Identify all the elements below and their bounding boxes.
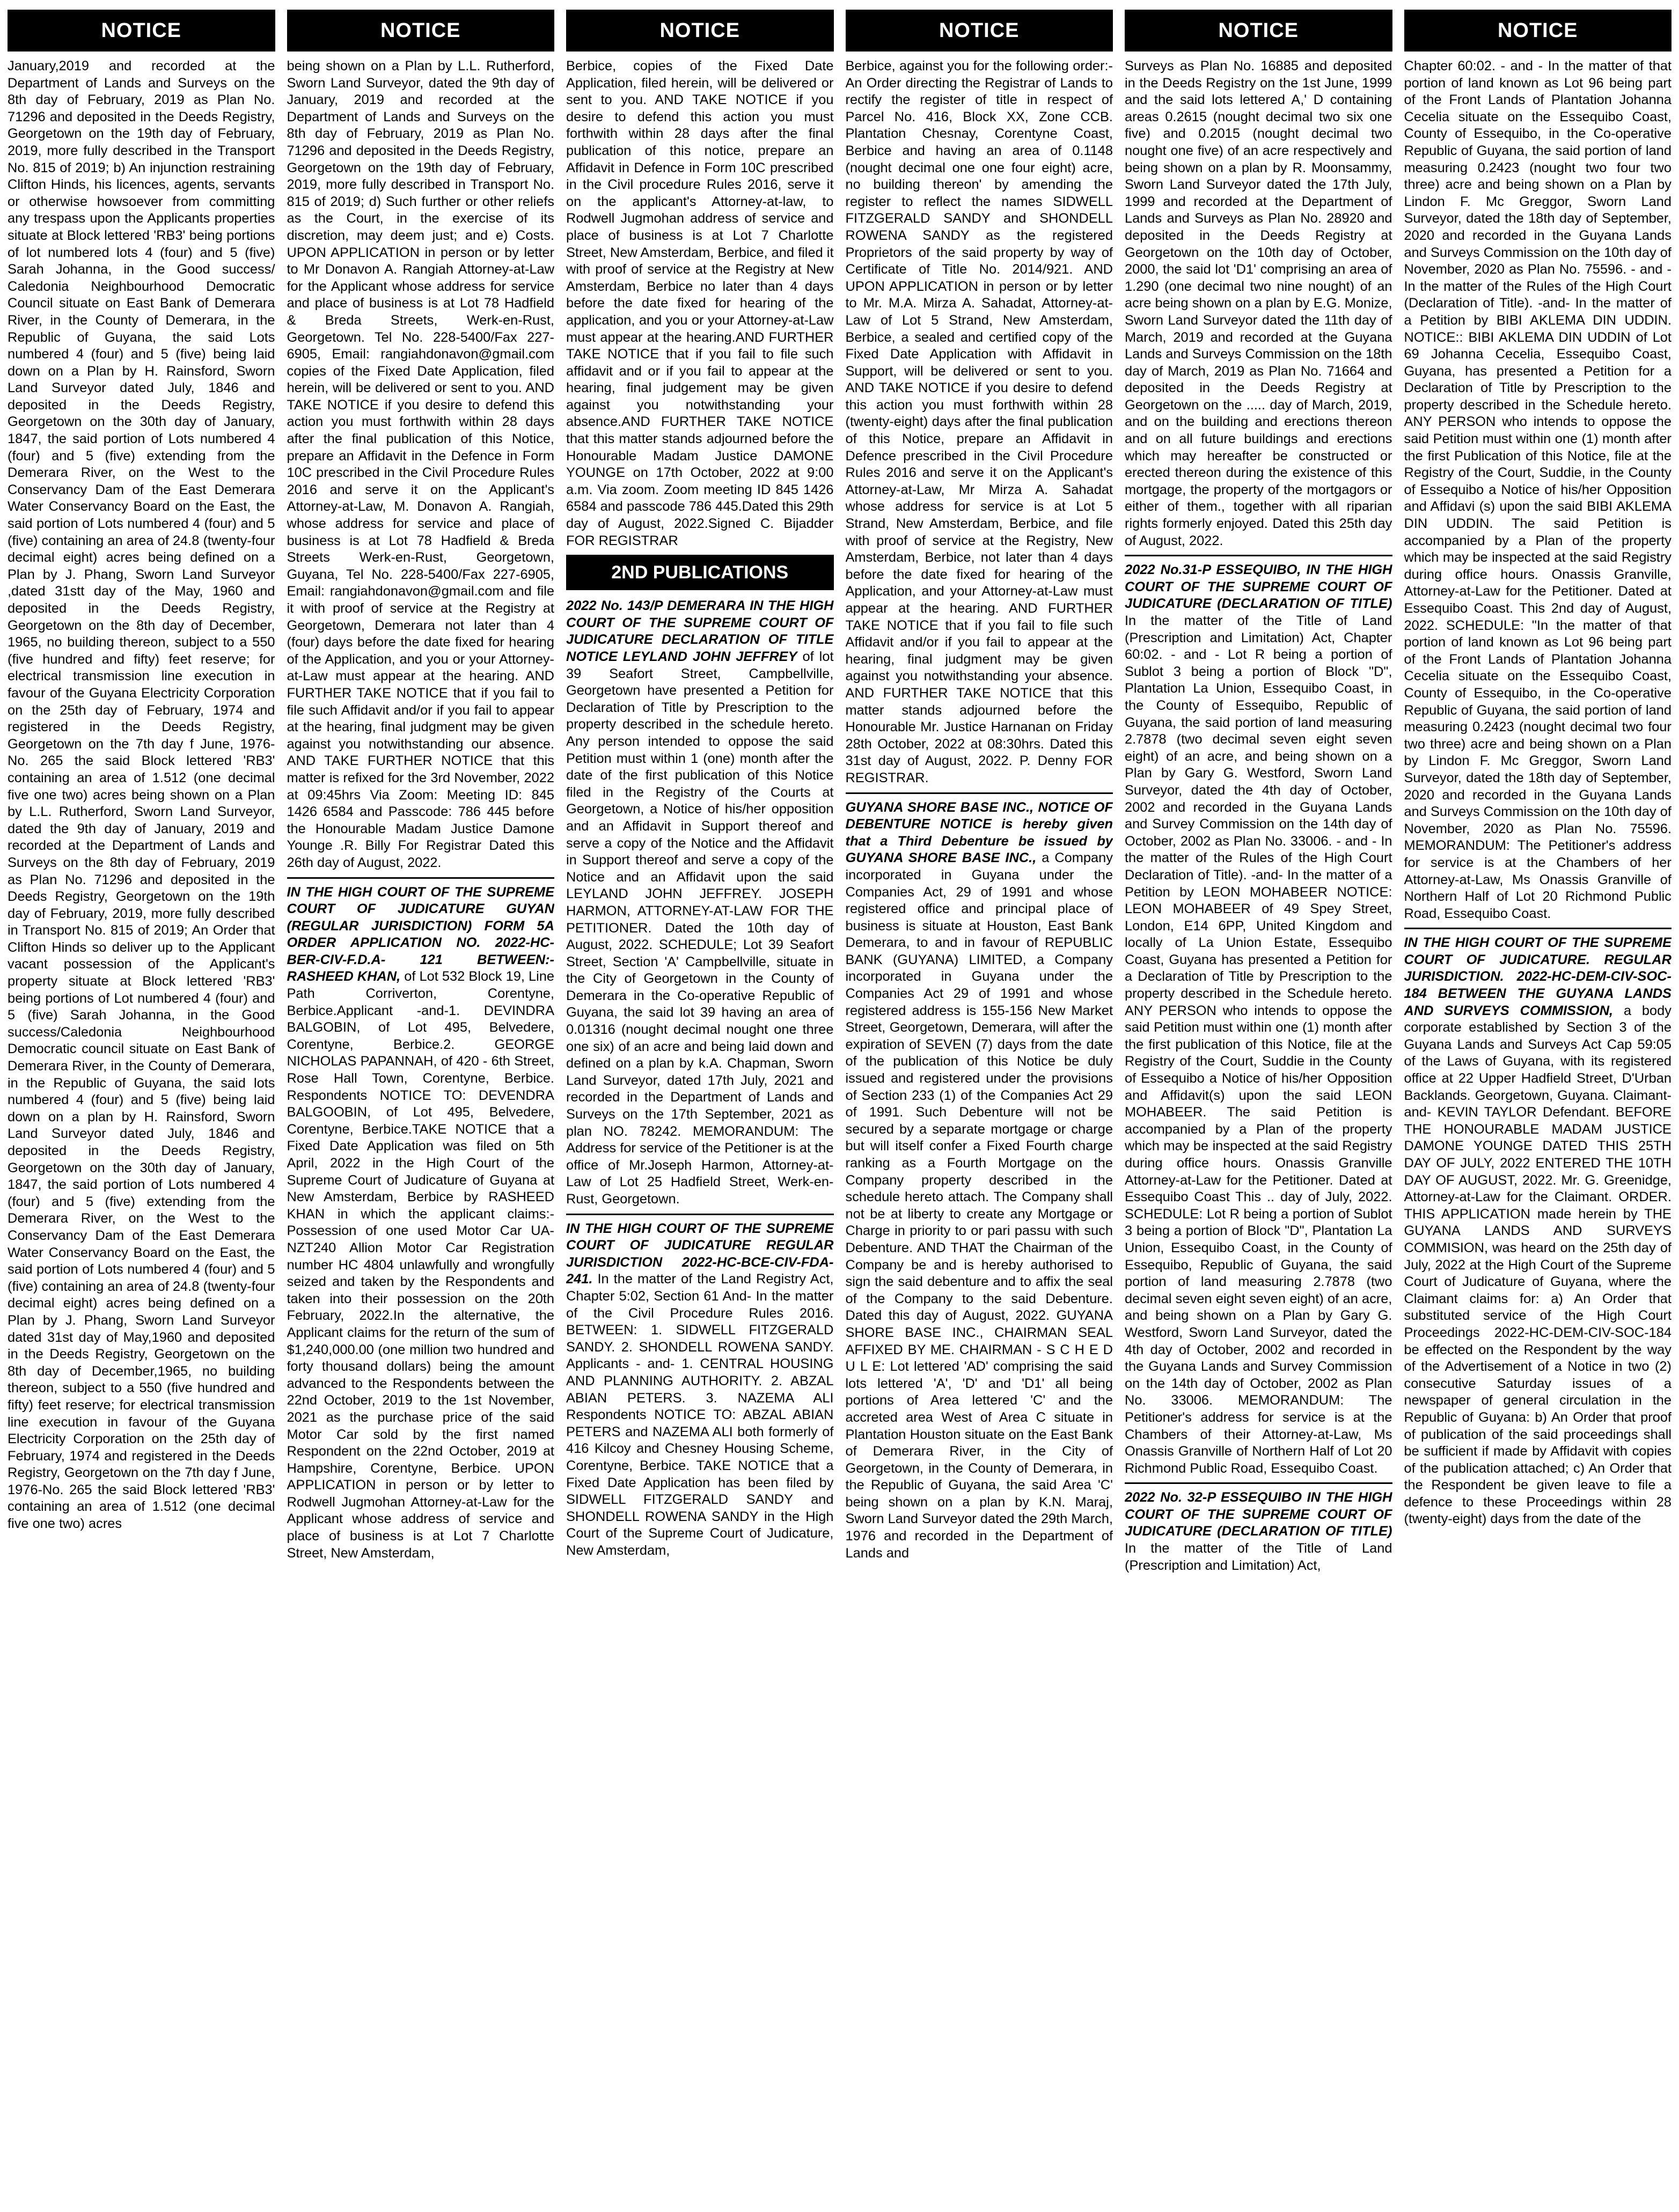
notice-body: Surveys as Plan No. 16885 and deposited in the Deeds Registry on the 1st June, 1999 and the said lots lettered A,' D containing areas 0.2615 (nought decimal two six one five) and 0.2015 (nought decimal two nought one five) of an acre respectively and being shown on a plan by R. Moonsammy, Sworn Land Surveyor dated the 17th July, 1999 and recorded at the Department of Lands and Surveys as Plan No. 28920 and deposited in the Deeds Registry at Georgetown on the 10th day of October, 2000, the said lot 'D1' comprising an area of 1.290 (one decimal two nine nought) of an acre being shown on a plan by E.G. Monize, Sworn Land Surveyor dated the 11th day of March, 2019 and recorded at the Guyana Lands and Surveys Commission on the 18th day of March, 2019 as Plan No. 71664 and deposited in the Deeds Registry at Georgetown on the ..... day of March, 2019, and on the building and erections thereon and on all future buildings and erections which may hereafter be constructed or erected thereon during the existence of this mortgage, the property of the mortgagors or either of them., together with all riparian rights formerly enjoyed. Dated this 25th day of August, 2022. xyxy=(1125,58,1392,548)
notice-divider xyxy=(846,792,1113,794)
notice-body: January,2019 and recorded at the Department of Lands and Surveys on the 8th day of February, 2019 as Plan No. 71296 and deposited in the Deeds Registry, Georgetown on the 19th day of February, 2019, more fully described in the Transport No. 815 of 2019; b) An injunction restraining Clifton Hinds, his licences, agents, servants or otherwise howsoever from committing any trespass upon the Applicants properties situate at Block lettered 'RB3' being portions of lot numbered lots 4 (four) and 5 (five) Sarah Johanna, in the Good success/ Caledonia Neighbourhood Democratic Council situate on East Bank of Demerara River, in the County of Demerara, in the Republic of Guyana, the said Lots numbered 4 (four) and 5 (five) being laid down on a Plan by H. Rainsford, Sworn Land Surveyor dated July, 1846 and deposited in the Deeds Registry, Georgetown on the 30th day of January, 1847, the said portion of Lots numbered 4 (four) and 5 (five) extending from the Demerara River, on the West to the Conservancy Dam of the East Demerara Water Conservancy Board on the East, the said portion of Lots numbered 4 (four) and 5 (five) containing an area of 24.8 (twenty-four decimal eight) acres being defined on a Plan by J. Phang, Sworn Land Surveyor ,dated 31stt day of the May, 1960 and deposited in the Deeds Registry, Georgetown on the 8th day of December, 1965, no building thereon, subject to a 550 (five hundred and fifty) feet reserve; for electrical transmission line execution in favour of the Guyana Electricity Corporation on the 25th day of February, 1974 and registered in the Deeds Registry, Georgetown on the 7th day f June, 1976-No. 265 the said Block lettered 'RB3' containing an area of 1.512 (one decimal five one two) acres being shown on a Plan by L.L. Rutherford, Sworn Land Surveyor, dated the 9th day of January, 2019 and recorded at the Department of Lands and Surveys on the 8th day of February, 2019 as Plan No. 71296 and deposited in the Deeds Registry, Georgetown on the 19th day of February, 2019, more fully described in Transport No. 815 of 2019; An Order that Clifton Hinds so deliver up to the Applicant vacant possession of the Applicant's property situate at Block lettered 'RB3' being portions of Lot numbered 4 (four) and 5 (five) Sarah Johanna, in the Good success/Caledonia Neighbourhood Democratic council situate on East Bank of Demerara River, in the County of Demerara, in the Republic of Guyana, the said lots numbered 4 (four) and 5 (five) being laid down on a plan by H. Rainsford, Sworn Land Surveyor dated July, 1846 and deposited in the Deeds Registry, Georgetown on the 30th day of January, 1847, the said portion of Lots numbered 4 (four) and 5 (five) extending from the Demerara River, on the West to the Conservancy Dam of the East Demerara Water Conservancy Board on the East, the said portion of Lots numbered 4 (four) and 5 (five) containing an area of 24.8 (twenty-four decimal eight) acres being defined on a Plan by J. Phang, Sworn Land Surveyor dated 31st day of May,1960 and deposited in the Deeds Registry, Georgetown on the 8th day of December,1965, no building thereon, subject to a 550 (five hundred and fifty) feet reserve; for electrical transmission line execution in favour of the Guyana Electricity Corporation on the 25th day of February, 1974 and registered in the Deeds Registry, Georgetown on the 7th day f June, 1976-No. 265 the said Block lettered 'RB3' containing an area of 1.512 (one decimal five one two) acres xyxy=(8,58,275,1532)
notice-lead: GUYANA SHORE BASE INC., NOTICE OF DEBENTURE NOTICE is hereby given that a Third Debenture be issued by GUYANA SHORE BASE INC., xyxy=(845,799,1113,866)
notice-lead: IN THE HIGH COURT OF THE SUPREME COURT OF JUDICATURE GUYAN (REGULAR JURISDICTION) FORM 5A ORDER APPLICATION NO. 2022-HC-BER-CIV-F.D.A- 121 BETWEEN:-RASHEED KHAN, xyxy=(287,884,554,984)
notice-column-2 xyxy=(287,10,555,2212)
column-header: NOTICE xyxy=(566,10,834,52)
notice-body: of lot 39 Seafort Street, Campbellville, Georgetown have presented a Petition for Declaration of Title by Prescription to the property described in the schedule hereto. Any person intended to oppose the said Petition must within 1 (one) month after the date of the first publication of this Notice filed in the Registry of the Courts at Georgetown, a Notice of his/her opposition and an Affidavit in Support thereof and serve a copy of the Notice and the Affidavit in Support thereof and serve a copy of the Notice and an Affidavit upon the said LEYLAND JOHN JEFFREY. JOSEPH HARMON, ATTORNEY-AT-LAW FOR THE PETITIONER. Dated the 10th day of August, 2022. SCHEDULE; Lot 39 Seafort Street, Section 'A' Campbellville, situate in the City of Georgetown in the County of Demerara in the Co-operative Republic of Guyana, the said lot 39 having an area of 0.01316 (nought decimal nought one three one six) of an acre and being laid down and defined on a plan by k.A. Chapman, Sworn Land Surveyor, dated 17th July, 2021 and recorded in the Department of Lands and Surveys on the 17th September, 2021 as plan NO. 78242. MEMORANDUM: The Address for service of the Petitioner is at the office of Mr.Joseph Harmon, Attorney-at-Law of Lot 25 Hadfield Street, Werk-en-Rust, Georgetown. xyxy=(566,649,834,1207)
notice-body: of Lot 532 Block 19, Line Path Corriverton, Corentyne, Berbice.Applicant -and-1. DEVINDRA BALGOBIN, of Lot 495, Belvedere, Corentyne, Berbice.2. GEORGE NICHOLAS PAPANNAH, of 420 - 6th Street, Rose Hall Town, Corentyne, Berbice. Respondents NOTICE TO: DEVENDRA BALGOOBIN, of Lot 495, Belvedere, Corentyne, Berbice.TAKE NOTICE that a Fixed Date Application was filed on 5th April, 2022 in the High Court of the Supreme Court of Judicature of Guyana at New Amsterdam, Berbice by RASHEED KHAN in which the applicant claims:-Possession of one used Motor Car UA-NZT240 Allion Motor Car Registration number HC 4804 unlawfully and wrongfully seized and taken by the Respondents and taken into their possession on the 20th February, 2022.In the alternative, the Applicant claims for the return of the sum of $1,240,000.00 (one million two hundred and forty thousand dollars) being the amount advanced to the Respondents between the 22nd October, 2019 to the 1st November, 2021 as the purchase price of the said Motor Car sold by the first named Respondent on the 22nd October, 2019 at Hampshire, Corentyne, Berbice. UPON APPLICATION in person or by letter to Rodwell Jugmohan Attorney-at-Law for the Applicant whose address of service and place of business is at Lot 7 Charlotte Street, New Amsterdam, xyxy=(287,969,554,1561)
notice-body: In the matter of the Land Registry Act, Chapter 5:02, Section 61 And- In the matter of the Civil Procedure Rules 2016. BETWEEN: 1. SIDWELL FITZGERALD SANDY. 2. SHONDELL ROWENA SANDY. Applicants - and- 1. CENTRAL HOUSING AND PLANNING AUTHORITY. 2. ABZAL ABIAN PETERS. 3. NAZEMA ALI Respondents NOTICE TO: ABZAL ABIAN PETERS and NAZEMA ALI both formerly of 416 Kilcoy and Chesney Housing Scheme, Corentyne, Berbice. TAKE NOTICE that a Fixed Date Application has been filed by SIDWELL FITZGERALD SANDY and SHONDELL ROWENA SANDY in the High Court of the Supreme Court of Judicature, New Amsterdam, xyxy=(566,1272,834,1558)
notice-column-6 xyxy=(1404,10,1672,2212)
notice-body: Berbice, copies of the Fixed Date Application, filed herein, will be delivered or sent to you. AND TAKE NOTICE if you desire to defend this action you must forthwith within 28 days after the final publication of this notice, prepare an Affidavit in Defence in Form 10C prescribed in the Civil procedure Rules 2016, serve it on the applicant's Attorney-at-law, to Rodwell Jugmohan address of service and place of business is at Lot 7 Charlotte Street, New Amsterdam, Berbice, and filed it with proof of service at the Registry at New Amsterdam, Berbice no later than 4 days before the date fixed for hearing of the application, and you or your Attorney-at-Law must appear at the hearing.AND FURTHER TAKE NOTICE that if you fail to file such affidavit and or if you fail to appear at the hearing, final judgement may be given against you notwithstanding your absence.AND FURTHER TAKE NOTICE that this matter stands adjourned before the Honourable Madam Justice DAMONE YOUNGE on 17th October, 2022 at 9:00 a.m. Via zoom. Zoom meeting ID 845 1426 6584 and passcode 786 445.Dated this 29th day of August, 2022.Signed C. Bijadder FOR REGISTRAR xyxy=(566,58,834,548)
notice-lead: IN THE HIGH COURT OF THE SUPREME COURT OF JUDICATURE REGULAR JURISDICTION 2022-HC-BCE-CIV-FDA-241. xyxy=(566,1221,834,1287)
notice-text xyxy=(566,1221,834,1560)
notice-divider xyxy=(1404,928,1672,929)
notice-column-3 xyxy=(566,10,834,2212)
notice-body: being shown on a Plan by L.L. Rutherford, Sworn Land Surveyor, dated the 9th day of January, 2019 and recorded at the Department of Lands and Surveys on the 8th day of February, 2019 as Plan No. 71296 and deposited in the Deeds Registry, Georgetown on the 19th day of February, 2019, more fully described in Transport No. 815 of 2019; d) Such further or other reliefs as the Court, in the exercise of its discretion, may deem just; and e) Costs. UPON APPLICATION in person or by letter to Mr Donavon A. Rangiah Attorney-at-Law for the Applicant whose address for service and place of business is at Lot 78 Hadfield & Breda Streets, Werk-en-Rust, Georgetown. Tel No. 228-5400/Fax 227-6905, Email: rangiahdonavon@gmail.com copies of the Fixed Date Application, filed herein, will be delivered or sent to you. AND TAKE NOTICE if you desire to defend this action you must forthwith within 28 days after the final publication of this Notice, prepare an Affidavit in the Defence in Form 10C prescribed in the Civil Procedure Rules 2016 and serve it on the Applicant's Attorney-at-Law, M. Donavon A. Rangiah, whose address for service and place of business is at Lot 78 Hadfield & Breda Streets Werk-en-Rust, Georgetown, Guyana, Tel No. 228-5400/Fax 227-6905, Email: rangiahdonavon@gmail.com and file it with proof of service at the Registry at Georgetown, Demerara not later than 4 (four) days before the date fixed for hearing of the Application, and you or your Attorney-at-Law must appear at the hearing. AND FURTHER TAKE NOTICE that if you fail to file such Affidavit and/or if you fail to appear at the hearing, final judgment may be given against you notwithstanding our absence. AND TAKE FURTHER NOTICE that this matter is refixed for the 3rd November, 2022 at 09:45hrs Via Zoom: Meeting ID: 845 1426 6584 and Passcode: 786 445 before the Honourable Madam Justice Damone Younge .R. Billy For Registrar Dated this 26th day of August, 2022. xyxy=(287,58,554,870)
notice-text xyxy=(287,884,555,1562)
notice-divider xyxy=(566,1214,834,1215)
notice-text xyxy=(1125,562,1392,1477)
column-header: NOTICE xyxy=(1404,10,1672,52)
notice-body: a body corporate established by Section 3 of the Guyana Lands and Surveys Act Cap 59:05 of the Laws of Guyana, with its registered office at 22 Upper Hadfield Street, D'Urban Backlands. Georgetown, Guyana. Claimant- and- KEVIN TAYLOR Defendant. BEFORE THE HONOURABLE MADAM JUSTICE DAMONE YOUNGE DATED THIS 25TH DAY OF JULY, 2022 ENTERED THE 10TH DAY OF AUGUST, 2022. Mr. G. Greenidge, Attorney-at-Law for the Claimant. ORDER. THIS APPLICATION made herein by THE GUYANA LANDS AND SURVEYS COMMISION, was heard on the 25th day of July, 2022 at the High Court of the Supreme Court of Judicature of Guyana, where the Claimant claims for: a) An Order that substituted service of the High Court Proceedings 2022-HC-DEM-CIV-SOC-184 be effected on the Respondent by the way of the Advertisement of a Notice in two (2) consecutive Saturday issues of a newspaper of general circulation in the Republic of Guyana: b) An Order that proof of publication of the said proceedings shall be sufficient if made by Affidavit with copies of the publication attached; c) An Order that the Respondent be given leave to file a defence to these Proceedings within 28 (twenty-eight) days from the date of the xyxy=(1404,1003,1671,1527)
notice-text xyxy=(1125,58,1392,549)
notice-column-5 xyxy=(1125,10,1392,2212)
notice-text xyxy=(846,58,1113,787)
notice-column-1 xyxy=(8,10,275,2212)
notice-divider xyxy=(287,877,555,879)
notice-text xyxy=(1404,58,1672,922)
notice-lead: 2022 No. 32-P ESSEQUIBO IN THE HIGH COURT OF THE SUPREME COURT OF JUDICATURE (DECLARATION OF TITLE) xyxy=(1125,1490,1392,1539)
notice-divider xyxy=(1125,1482,1392,1484)
column-header: NOTICE xyxy=(287,10,555,52)
notice-body: In the matter of the Title of Land (Prescription and Limitation) Act, Chapter 60:02. - and - Lot R being a portion of Sublot 3 being a portion of Block "D", Plantation La Union, Essequibo Coast, in the County of Essequibo, Republic of Guyana, the said portion of land measuring 2.7878 (two decimal seven eight seven eight) of an acre, and being shown on a Plan by Gary G. Westford, Sworn Land Surveyor, dated the 4th day of October, 2002 and recorded in the Guyana Lands and Survey Commission on the 14th day of October, 2002 as Plan No. 33006. - and - In the matter of the Rules of the High Court Declaration of Title). -and- In the matter of a Petition by LEON MOHABEER NOTICE: LEON MOHABEER of 49 Spey Street, London, E14 6PP, United Kingdom and locally of La Union Estate, Essequibo Coast, Guyana has presented a Petition for a Declaration of Title by Prescription to the property described in the Schedule hereto. ANY PERSON who intends to oppose the said Petition must within one (1) month after the first publication of this Notice, file at the Registry of the Court, Suddie in the County of Essequibo a Notice of his/her Opposition and Affidavit(s) upon the said LEON MOHABEER. The said Petition is accompanied by a Plan of the property which may be inspected at the said Registry during office hours. Onassis Granville Attorney-at-Law for the Petitioner. Dated at Essequibo Coast This .. day of July, 2022. SCHEDULE: Lot R being a portion of Sublot 3 being a portion of Block "D", Plantation La Union, Essequibo Coast, in the County of Essequibo, Republic of Guyana, the said portion of land measuring 2.7878 (two decimal seven eight seven eight) of an acre, and being shown on a Plan by Gary G. Westford, Sworn Land Surveyor, dated the 4th day of October, 2002 and recorded in the Guyana Lands and Survey Commission on the 14th day of October, 2002 as Plan No. 33006. MEMORANDUM: The Petitioner's address for service is at the Chambers of their Attorney-at-Law, Ms Onassis Granville of Northern Half of Lot 20 Richmond Public Road, Essequibo Coast. xyxy=(1125,613,1392,1476)
notice-body: In the matter of the Title of Land (Prescription and Limitation) Act, xyxy=(1125,1541,1392,1573)
notice-lead: IN THE HIGH COURT OF THE SUPREME COURT OF JUDICATURE. REGULAR JURISDICTION. 2022-HC-DEM-CIV-SOC-184 BETWEEN THE GUYANA LANDS AND SURVEYS COMMISSION, xyxy=(1404,935,1671,1018)
notice-body: a Company incorporated in Guyana under the Companies Act, 29 of 1991 and whose registered office and principal place of business is situate at Houston, East Bank Demerara, to and in favour of REPUBLIC BANK (GUYANA) LIMITED, a Company incorporated in Guyana under the Companies Act 29 of 1991 and whose registered address is 155-156 New Market Street, Georgetown, Demerara, will after the expiration of SEVEN (7) days from the date of the publication of this Notice be duly issued and registered under the provisions of Section 233 (1) of the Companies Act 29 of 1991. Such Debenture will not be secured by a separate mortgage or charge but will itself confer a Fixed Fourth charge ranking as a Fourth Mortgage on the Company property described in the schedule hereto attach. The Company shall not be at liberty to create any Mortgage or Charge in priority to or pari passu with such Debenture. AND THAT the Chairman of the Company be and is hereby authorised to sign the said debenture and to affix the seal of the Company to the said Debenture. Dated this day of August, 2022. GUYANA SHORE BASE INC., CHAIRMAN SEAL AFFIXED BY ME. CHAIRMAN - S C H E D U L E: Lot lettered 'AD' comprising the said lots lettered 'A', 'D' and 'D1' all being portions of Area lettered 'C' and the accreted area West of Area C situate in Plantation Houston situate on the East Bank of Demerara River, in the City of Georgetown, in the County of Demerara, in the Republic of Guyana, the said Area 'C' being shown on a plan by K.N. Maraj, Sworn Land Surveyor dated the 29th March, 1976 and recorded in the Department of Lands and xyxy=(845,850,1113,1561)
notice-body: Berbice, against you for the following order:- An Order directing the Registrar of Lands to rectify the register of title in respect of Parcel No. 416, Block XX, Zone CCB. Plantation Chesnay, Corentyne Coast, Berbice and having an area of 0.1148 (nought decimal one one four eight) acre, no building thereon' by amending the register to reflect the names SIDWELL FITZGERALD SANDY and SHONDELL ROWENA SANDY as the registered Proprietors of the said property by way of Certificate of Title No. 2014/921. AND UPON APPLICATION in person or by letter to Mr. M.A. Mirza A. Sahadat, Attorney-at-Law of Lot 5 Strand, New Amsterdam, Berbice, a sealed and certified copy of the Fixed Date Application with Affidavit in Support, will be delivered or sent to you. AND TAKE NOTICE if you desire to defend this action you must forthwith within 28 (twenty-eight) days after the final publication of this Notice, prepare an Affidavit in Defence prescribed in the Civil Procedure Rules 2016 and serve it on the Applicant's Attorney-at-Law, Mr Mirza A. Sahadat whose address for service is at Lot 5 Strand, New Amsterdam, Berbice, and file with proof of service at the Registry, New Amsterdam, Berbice, not later than 4 days before the date fixed for hearing of the Application, and your Attorney-at-Law must appear at the hearing. AND FURTHER TAKE NOTICE that if you fail to file such Affidavit and/or if you fail to appear at the hearing, final judgment may be given against you notwithstanding your absence. AND FURTHER TAKE NOTICE that this matter stands adjourned before the Honourable Mr. Justice Harnanan on Friday 28th October, 2022 at 08:30hrs. Dated this 31st day of August, 2022. P. Denny FOR REGISTRAR. xyxy=(845,58,1113,785)
notice-text xyxy=(566,598,834,1208)
notice-column-4 xyxy=(846,10,1113,2212)
notice-text xyxy=(1125,1489,1392,1574)
notice-lead: 2022 No. 143/P DEMERARA IN THE HIGH COURT OF THE SUPREME COURT OF JUDICATURE DECLARATION OF TITLE NOTICE LEYLAND JOHN JEFFREY xyxy=(566,598,834,664)
column-header: NOTICE xyxy=(1125,10,1392,52)
notice-text xyxy=(846,799,1113,1562)
notice-text xyxy=(566,58,834,549)
notice-text xyxy=(1404,935,1672,1528)
notice-body: Chapter 60:02. - and - In the matter of that portion of land known as Lot 96 being part of the Front Lands of Plantation Johanna Cecelia situate on the Essequibo Coast, County of Essequibo, in the Co-operative Republic of Guyana, the said portion of land measuring 0.2423 (nought two four two three) acre and being shown on a Plan by Lindon F. Mc Greggor, Sworn Land Surveyor, dated the 18th day of September, 2020 and recorded in the Guyana Lands and Surveys Commission on the 10th day of November, 2020 as Plan No. 75596. - and - In the matter of the Rules of the High Court (Declaration of Title). -and- In the matter of a Petition by BIBI AKLEMA DIN UDDIN. NOTICE:: BIBI AKLEMA DIN UDDIN of Lot 69 Johanna Cecelia, Essequibo Coast, Guyana, has presented a Petition for a Declaration of Title by Prescription to the property described in the Schedule hereto. ANY PERSON who intends to oppose the said Petition must within one (1) month after the first Publication of this Notice, file at the Registry of the Court, Suddie, in the County of Essequibo a Notice of his/her Opposition and Affidavi (s) upon the said BIBI AKLEMA DIN UDDIN. The said Petition is accompanied by a Plan of the property which may be inspected at the said Registry during office hours. Onassis Granville, Attorney-at-Law for the Petitioner. Dated at Essequibo Coast. This 2nd day of August, 2022. SCHEDULE: "In the matter of that portion of land known as Lot 96 being part of the Front Lands of Plantation Johanna Cecelia situate on the Essequibo Coast, County of Essequibo, in the Co-operative Republic of Guyana, the said portion of land measuring 0.2423 (nought decimal two four two three) acre and being shown on a Plan by Lindon F. Mc Greggor, Sworn Land Surveyor, dated the 18th day of September, 2020 and recorded in the Guyana Lands and Surveys Commission on the 10th day of November, 2020 as Plan No. 75596. MEMORANDUM: The Petitioner's address for service is at the Chambers of her Attorney-at-Law, Ms Onassis Granville of Northern Half of Lot 20 Richmond Public Road, Essequibo Coast. xyxy=(1404,58,1671,921)
notice-divider xyxy=(1125,555,1392,556)
notice-text xyxy=(287,58,555,872)
section-header-2nd-publications: 2ND PUBLICATIONS xyxy=(566,555,834,590)
notice-text xyxy=(8,58,275,1533)
column-header: NOTICE xyxy=(846,10,1113,52)
column-header: NOTICE xyxy=(8,10,275,52)
notice-lead: 2022 No.31-P ESSEQUIBO, IN THE HIGH COURT OF THE SUPREME COURT OF JUDICATURE (DECLARATION OF TITLE) xyxy=(1125,562,1392,612)
